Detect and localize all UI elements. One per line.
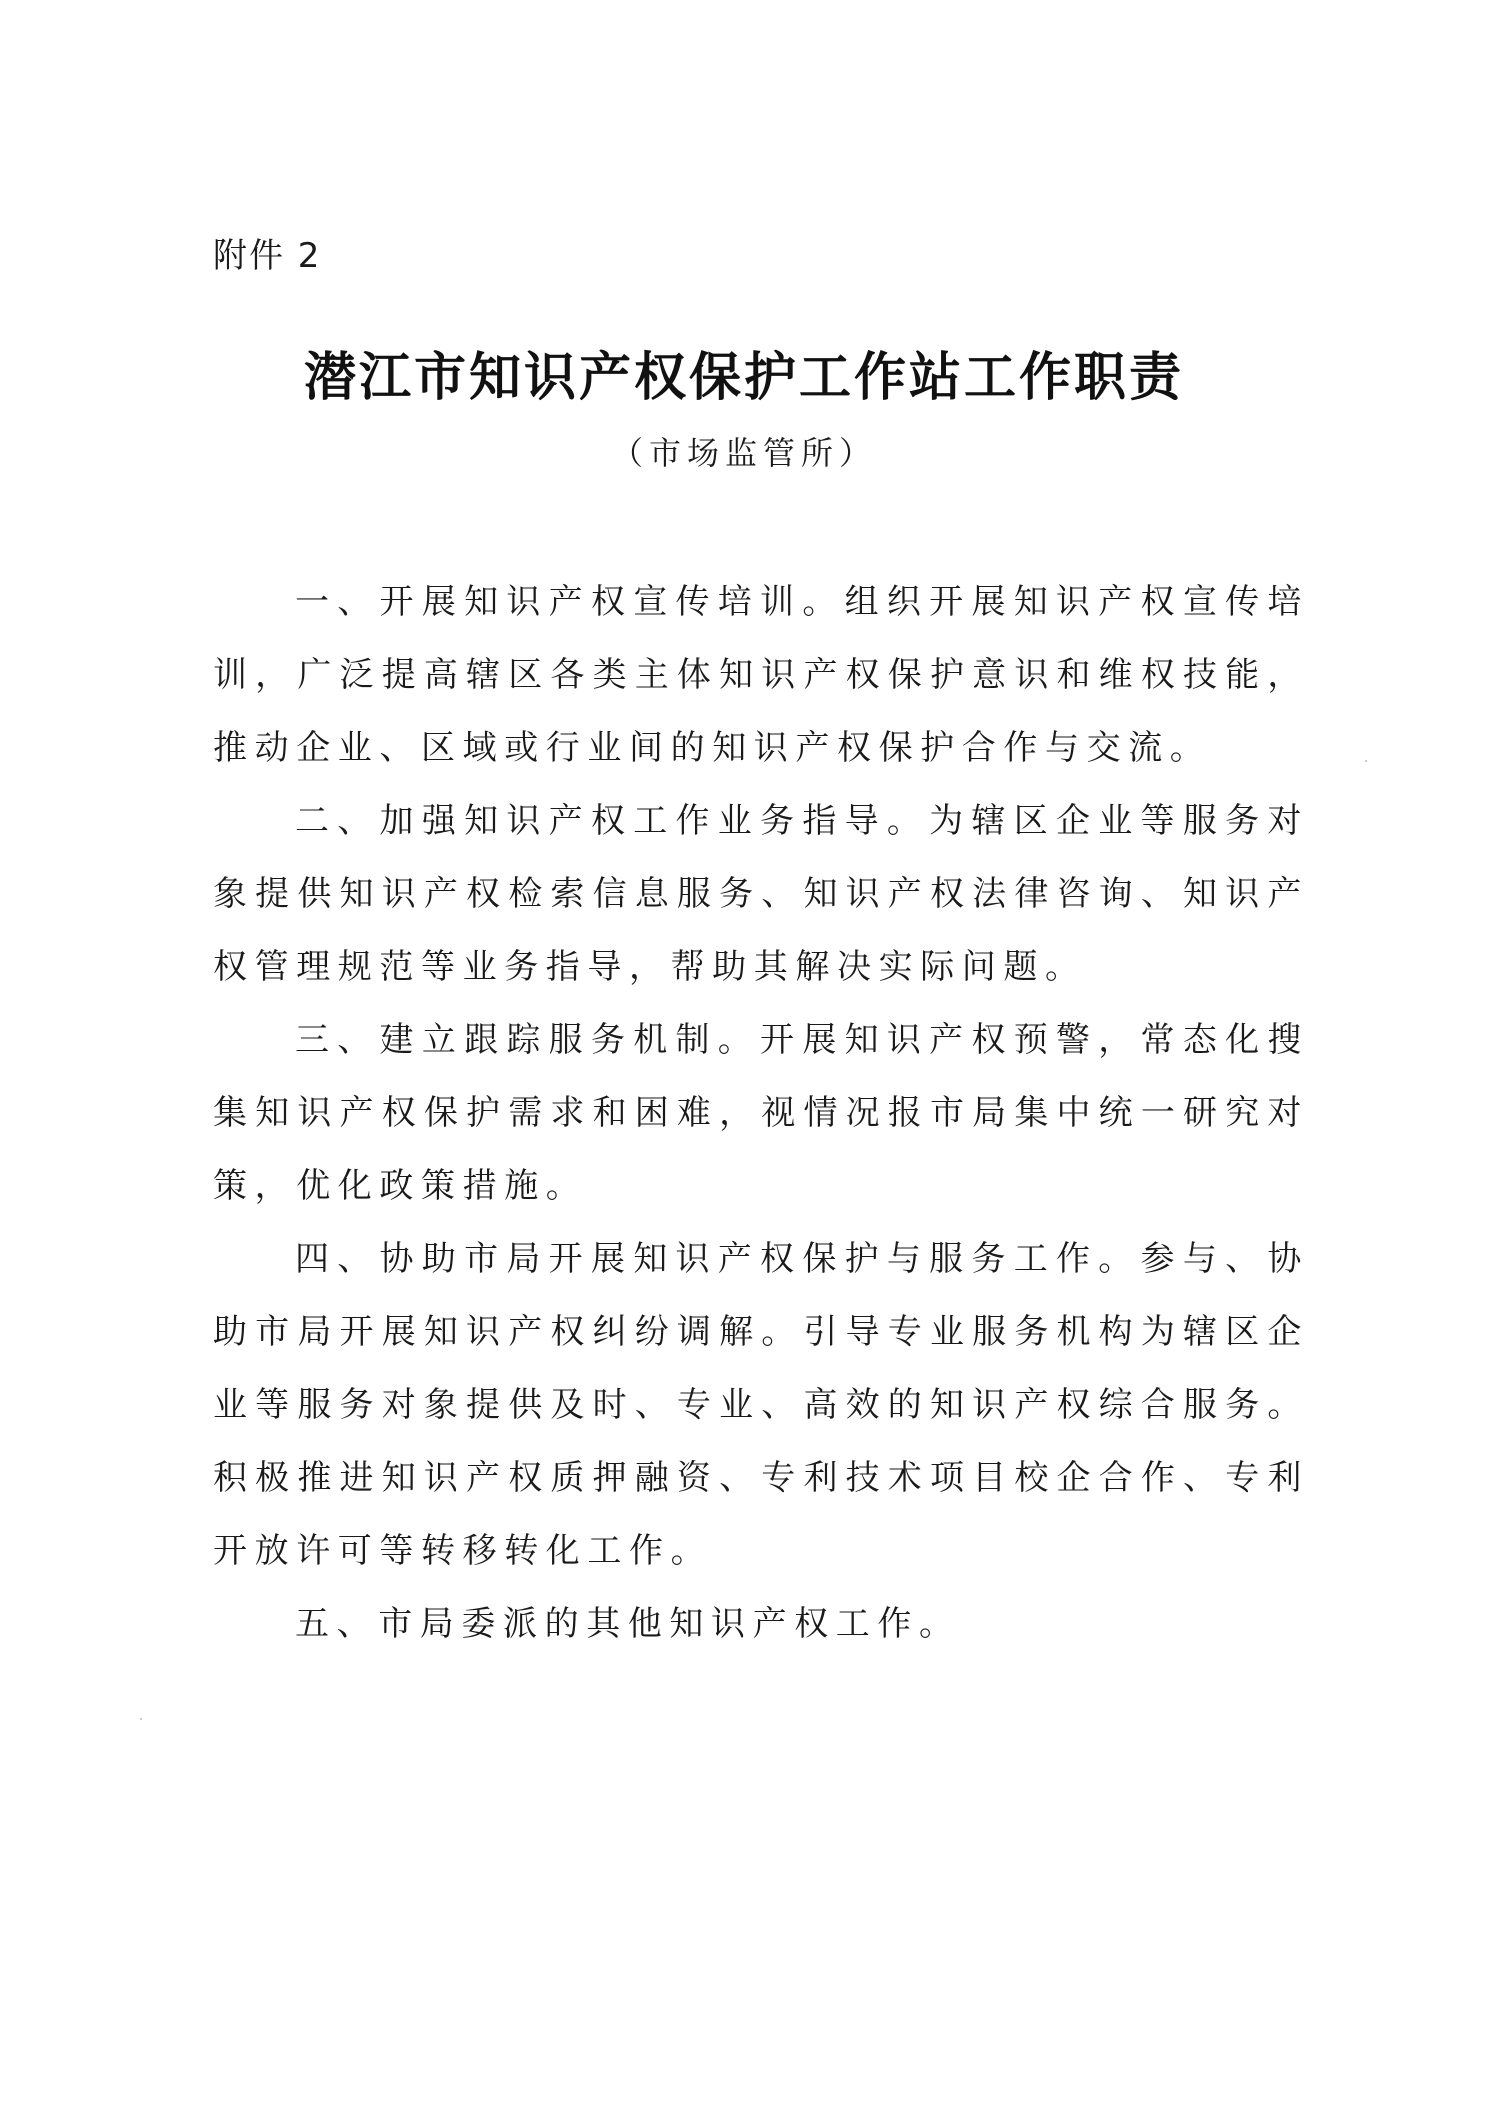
scan-speck	[1365, 760, 1367, 762]
document-body	[213, 566, 1309, 1661]
scan-speck	[140, 1718, 142, 1720]
paragraph-2: 二、加强知识产权工作业务指导。为辖区企业等服务对象提供知识产权检索信息服务、知识产权法律咨询、知识产权管理规范等业务指导，帮助其解决实际问题。	[213, 801, 1309, 987]
document-title: 潜江市知识产权保护工作站工作职责	[303, 347, 1184, 408]
paragraph-3: 三、建立跟踪服务机制。开展知识产权预警，常态化搜集知识产权保护需求和困难，视情况报市局集中统一研究对策，优化政策措施。	[213, 1020, 1309, 1206]
paragraph-5: 五、市局委派的其他知识产权工作。	[295, 1604, 961, 1644]
paragraph-4: 四、协助市局开展知识产权保护与服务工作。参与、协助市局开展知识产权纠纷调解。引导专业服务机构为辖区企业等服务对象提供及时、专业、高效的知识产权综合服务。积极推进知识产权质押融资、专利技术项目校企合作、专利开放许可等转移转化工作。	[213, 1239, 1309, 1571]
paragraph-1: 一、开展知识产权宣传培训。组织开展知识产权宣传培训，广泛提高辖区各类主体知识产权保护意识和维权技能，推动企业、区域或行业间的知识产权保护合作与交流。	[213, 582, 1309, 768]
document-subtitle: （市场监管所）	[610, 434, 877, 472]
attachment-label: 附件 2	[213, 236, 322, 276]
